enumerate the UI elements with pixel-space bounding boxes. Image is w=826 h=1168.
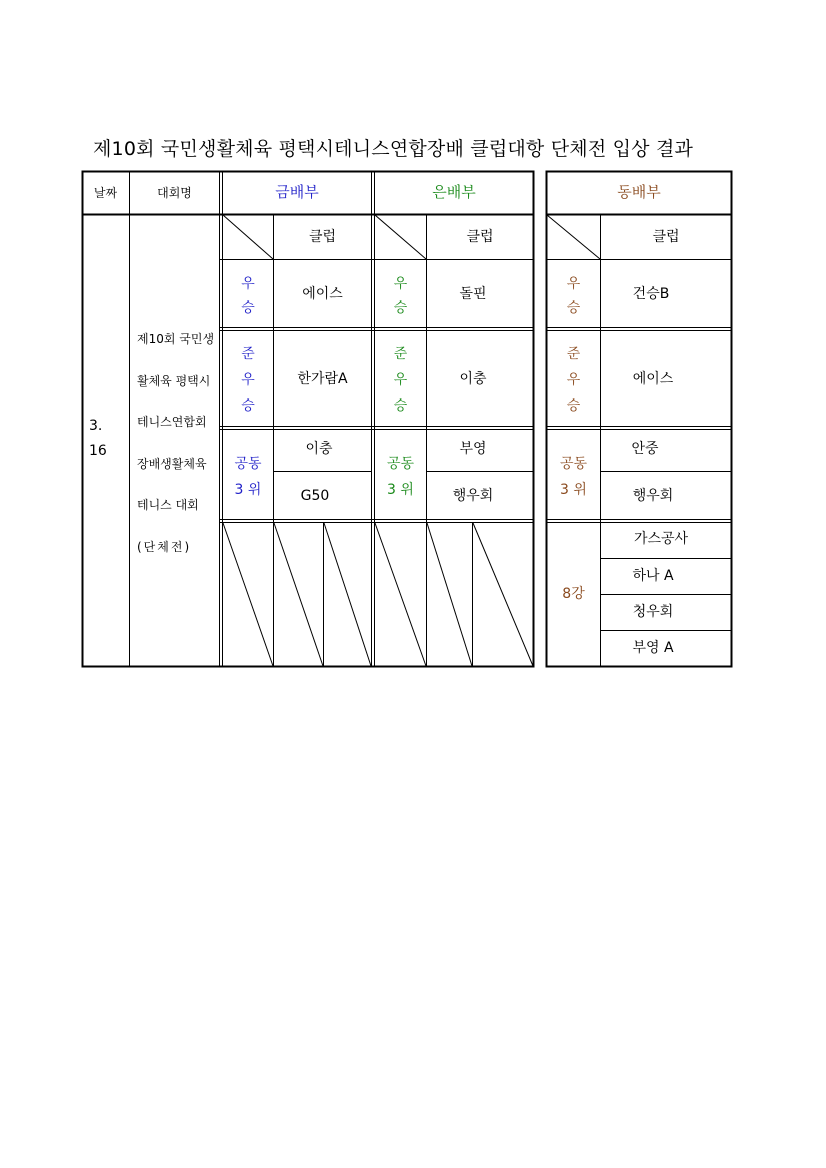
page-title: 제10회 국민생활체육 평택시테니스연합장배 클럽대항 단체전 입상 결과 bbox=[93, 138, 694, 160]
bronze-club-header: 클럽 bbox=[652, 229, 680, 245]
bronze-winner-club: 건승B bbox=[632, 286, 670, 302]
bronze-top8-club-1: 가스공사 bbox=[633, 531, 689, 547]
gold-third-club-2: G50 bbox=[300, 488, 330, 504]
gold-runner-up-label: 준 우 승 bbox=[241, 346, 255, 414]
event-name-line-4: 장배생활체육 bbox=[137, 457, 207, 471]
silver-winner-label: 우 승 bbox=[393, 276, 408, 316]
header-date: 날짜 bbox=[93, 186, 118, 200]
bronze-top8-club-4: 부영 A bbox=[632, 640, 674, 656]
event-name-line-5: 테니스 대회 bbox=[137, 498, 199, 512]
silver-third-club-1: 부영 bbox=[459, 441, 487, 457]
event-name-line-3: 테니스연합회 bbox=[137, 415, 207, 429]
bronze-third-label: 공동 3 위 bbox=[559, 456, 588, 498]
event-name-line-2: 활체육 평택시 bbox=[137, 374, 211, 388]
silver-third-club-2: 행우회 bbox=[452, 488, 494, 504]
silver-club-header: 클럽 bbox=[466, 229, 494, 245]
event-name-line-1: 제10회 국민생 bbox=[137, 332, 215, 346]
silver-runner-up-club: 이충 bbox=[459, 371, 487, 387]
bronze-third-club-1: 안중 bbox=[631, 441, 659, 457]
date-line-1: 3. bbox=[89, 418, 103, 434]
silver-winner-club: 돌핀 bbox=[459, 286, 487, 302]
bronze-winner-label: 우 승 bbox=[566, 276, 581, 316]
bronze-top8-label: 8강 bbox=[562, 586, 585, 602]
header-bronze-division: 동배부 bbox=[617, 183, 661, 201]
gold-third-label: 공동 3 위 bbox=[234, 456, 262, 498]
event-name-line-6: (단체전) bbox=[137, 540, 192, 554]
gold-winner-club: 에이스 bbox=[302, 286, 343, 302]
bronze-runner-up-club: 에이스 bbox=[632, 371, 674, 387]
bronze-third-club-2: 행우회 bbox=[632, 488, 674, 504]
bronze-top8-club-3: 청우회 bbox=[632, 604, 674, 620]
bronze-top8-club-2: 하나 A bbox=[632, 568, 674, 584]
silver-third-label: 공동 3 위 bbox=[386, 456, 415, 498]
bronze-runner-up-label: 준 우 승 bbox=[566, 346, 581, 414]
gold-club-header: 클럽 bbox=[308, 229, 337, 245]
silver-runner-up-label: 준 우 승 bbox=[393, 346, 408, 414]
gold-winner-label: 우 승 bbox=[241, 276, 255, 316]
gold-runner-up-club: 한가람A bbox=[297, 371, 348, 387]
header-gold-division: 금배부 bbox=[275, 183, 319, 201]
header-event: 대회명 bbox=[157, 186, 192, 200]
date-line-2: 16 bbox=[89, 443, 107, 459]
header-silver-division: 은배부 bbox=[432, 183, 476, 201]
gold-third-club-1: 이충 bbox=[305, 441, 333, 457]
